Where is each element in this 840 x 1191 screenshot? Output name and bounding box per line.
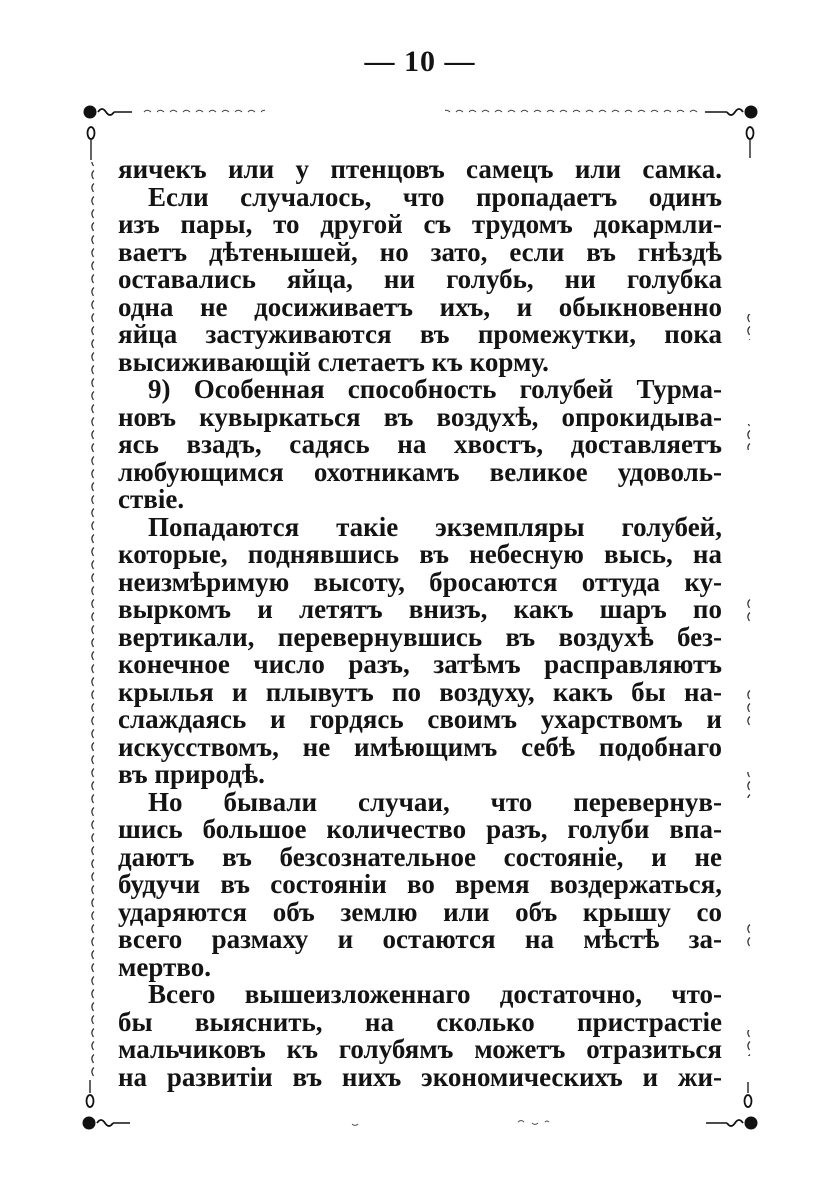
text-line: ваетъ дѣтенышей, но зато, если въ гнѣздѣ xyxy=(118,236,722,267)
corner-ornament-top-right xyxy=(705,106,758,159)
corner-ornament-top-left xyxy=(84,106,133,161)
text-line: изъ пары, то другой съ трудомъ докармли- xyxy=(118,209,722,239)
paragraph xyxy=(118,981,722,1091)
text-line: яичекъ или у птенцовъ самецъ или самка. xyxy=(118,154,722,184)
text-line: крылья и плывутъ по воздуху, какъ бы на- xyxy=(118,676,722,707)
text-line: новъ кувыркаться въ воздухѣ, опрокидыва- xyxy=(118,401,722,432)
text-line: шись большое количество разъ, голуби впа- xyxy=(118,814,722,844)
text-line: Но бывали случаи, что перевернув- xyxy=(148,786,722,817)
text-line: конечное число разъ, затѣмъ расправляютъ xyxy=(118,649,722,679)
text-line: всего размаху и остаются на мѣстѣ за- xyxy=(118,924,722,954)
text-line: бы выяснить, на сколько пристрастіе xyxy=(118,1006,722,1037)
paragraph xyxy=(118,376,722,514)
text-line: даютъ въ безсознательное состояніе, и не xyxy=(118,841,722,872)
text-line: выркомъ и летятъ внизъ, какъ шаръ по xyxy=(118,594,722,624)
text-line: искусствомъ, не имѣющимъ себѣ подобнаго xyxy=(118,731,722,762)
text-line: оставались яйца, ни голубь, ни голубка xyxy=(118,264,722,294)
paragraph xyxy=(118,181,722,377)
text-line: на развитіи въ нихъ экономическихъ и жи- xyxy=(118,1061,722,1092)
right-rule xyxy=(745,314,753,1056)
text-line: вертикали, перевернувшись въ воздухѣ без- xyxy=(118,621,722,652)
text-line: неизмѣримую высоту, бросаются оттуда ку- xyxy=(118,566,722,597)
text-line: въ природѣ. xyxy=(118,759,265,789)
page-body xyxy=(118,156,722,1091)
text-line: яйца застуживаются въ промежутки, пока xyxy=(118,319,722,349)
paragraph xyxy=(118,786,722,982)
bottom-rule xyxy=(352,1121,549,1126)
text-line: Всего вышеизложеннаго достаточно, что- xyxy=(148,979,722,1009)
text-line: ствіе. xyxy=(118,484,185,514)
text-line: 9) Особенная способность голубей Турма- xyxy=(148,374,722,404)
paragraph xyxy=(118,511,722,789)
text-line: высиживающій слетаетъ къ корму. xyxy=(118,346,549,377)
text-line: мертво. xyxy=(118,951,211,982)
text-line: любующимся охотникамъ великое удоволь- xyxy=(118,456,722,487)
text-line: Если случалось, что пропадаетъ одинъ xyxy=(148,181,722,212)
left-rule xyxy=(88,162,96,1077)
page-number: — 10 — xyxy=(364,45,476,78)
top-rule xyxy=(140,109,700,115)
text-line: ясь взадъ, садясь на хвостъ, доставляетъ xyxy=(118,429,722,459)
text-line: будучи въ состояніи во время воздержаться, xyxy=(118,869,722,899)
text-line: Попадаются такіе экземпляры голубей, xyxy=(148,511,722,542)
paragraph xyxy=(118,156,722,184)
text-line: ударяются объ землю или объ крышу со xyxy=(118,896,722,927)
text-line: мальчиковъ къ голубямъ можетъ отразиться xyxy=(118,1034,722,1064)
text-line: одна не досиживаетъ ихъ, и обыкновенно xyxy=(118,291,722,322)
text-line: слаждаясь и гордясь своимъ ухарствомъ и xyxy=(118,704,722,734)
text-line: которые, поднявшись въ небесную высь, на xyxy=(118,539,722,569)
